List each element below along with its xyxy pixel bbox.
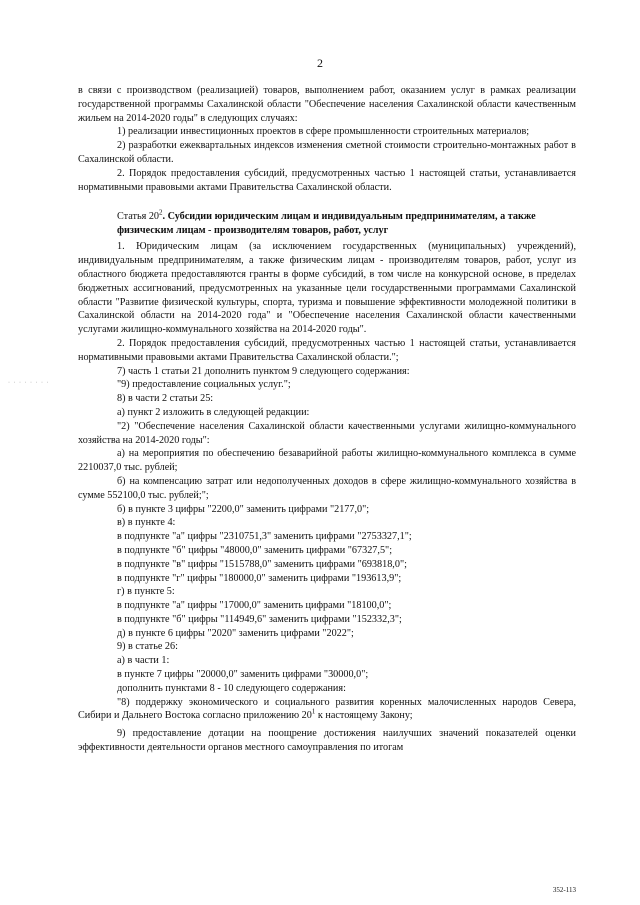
footer-code: 352-113 <box>552 886 576 894</box>
paragraph: 2) разработки ежеквартальных индексов изменения сметной стоимости строительно-монтажных работ в Сахалинской области. <box>78 140 576 165</box>
text-block-1 <box>78 84 576 194</box>
item8-superscript: 1 <box>311 708 316 717</box>
paragraph: "9) предоставление социальных услуг."; <box>117 379 291 391</box>
paragraph: дополнить пунктами 8 - 10 следующего содержания: <box>117 682 346 694</box>
paragraph: в подпункте "б" цифры "114949,6" заменить цифрами "152332,3"; <box>117 613 402 625</box>
paragraph: в) в пункте 4: <box>117 517 176 529</box>
paragraph: 2. Порядок предоставления субсидий, предусмотренных частью 1 настоящей статьи, устанавливается нормативными правовыми актами Правительства Сахалинской области. <box>78 167 576 193</box>
paragraph: 8) в части 2 статьи 25: <box>117 393 214 405</box>
paragraph: 1) реализации инвестиционных проектов в сфере промышленности строительных материалов; <box>117 126 530 138</box>
paragraph: в пункте 7 цифры "20000,0" заменить цифрами "30000,0"; <box>117 669 369 681</box>
paragraph: а) на мероприятия по обеспечению безаварийной работы жилищно-коммунального комплекса в сумме 2210037,0 тыс. рублей; <box>78 448 576 474</box>
article-superscript: 2 <box>159 208 163 217</box>
paragraph: б) в пункте 3 цифры "2200,0" заменить цифрами "2177,0"; <box>117 503 370 515</box>
paragraph: г) в пункте 5: <box>117 586 175 598</box>
margin-scan-mark: · · · · · · · · <box>8 380 50 386</box>
paragraph: в подпункте "б" цифры "48000,0" заменить цифрами "67327,5"; <box>117 544 393 556</box>
paragraph: б) на компенсацию затрат или недополученных доходов в сфере жилищно-коммунального хозяйства в сумме 552100,0 тыс. рублей;"; <box>78 475 576 501</box>
article-title: . Субсидии юридическим лицам и индивидуальным предпринимателям, а также физическим лицам - производителям товаров, работ, услуг <box>117 211 536 237</box>
paragraph: в подпункте "а" цифры "2310751,3" заменить цифрами "2753327,1"; <box>117 531 412 543</box>
document-body <box>78 84 576 755</box>
paragraph: 9) в статье 26: <box>117 641 178 653</box>
paragraph: в подпункте "а" цифры "17000,0" заменить цифрами "18100,0"; <box>117 600 392 612</box>
article-heading <box>78 210 576 238</box>
paragraph: д) в пункте 6 цифры "2020" заменить цифрами "2022"; <box>117 627 354 639</box>
paragraph-item-9: 9) предоставление дотации на поощрение достижения наилучших значений показателей оценки эффективности деятельности органов местного самоуправления по итогам <box>78 728 576 754</box>
article-prefix: Статья 20 <box>117 211 160 223</box>
page-number: 2 <box>317 56 323 70</box>
text-block-2 <box>78 240 576 695</box>
paragraph: а) в части 1: <box>117 655 170 667</box>
paragraph: "2) "Обеспечение населения Сахалинской области качественными услугами жилищно-коммунального хозяйства на 2014-2020 годы": <box>78 420 576 446</box>
paragraph: в подпункте "г" цифры "180000,0" заменить цифрами "193613,9"; <box>117 572 402 584</box>
paragraph-item-8 <box>78 696 576 724</box>
item8-text: "8) поддержку экономического и социального развития коренных малочисленных народов Севера, Сибири и Дальнего Востока согласно приложению 20 <box>78 696 576 722</box>
item8-text-end: к настоящему Закону; <box>315 710 413 722</box>
paragraph: 7) часть 1 статьи 21 дополнить пунктом 9 следующего содержания: <box>117 365 410 377</box>
paragraph: а) пункт 2 изложить в следующей редакции: <box>117 406 310 418</box>
paragraph: 2. Порядок предоставления субсидий, предусмотренных частью 1 настоящей статьи, устанавливается нормативными правовыми актами Правительства Сахалинской области."; <box>78 337 576 363</box>
paragraph: 1. Юридическим лицам (за исключением государственных (муниципальных) учреждений), индивидуальным предпринимателям, а также физическим лицам - производителям товаров, работ, услуг из областного бюджета предоставляются гранты в форме субсидий, в том числе на конкурсной основе, в пределах бюджетных ассигнований, предусмотренных на указанные цели государственными программами Сахалинской области "Развитие физической культуры, спорта, туризма и повышение эффективности молодежной политики в Сахалинской области на 2014-2020 года" и "Обеспечение населения Сахалинской области качественными услугами жилищно-коммунального хозяйства на 2014-2020 годы". <box>78 241 576 336</box>
paragraph: в подпункте "в" цифры "1515788,0" заменить цифрами "693818,0"; <box>117 558 407 570</box>
paragraph: в связи с производством (реализацией) товаров, выполнением работ, оказанием услуг в рамках реализации государственной программы Сахалинской области "Обеспечение населения Сахалинской области качественным жильем на 2014-2020 годы" в следующих случаях: <box>78 85 576 124</box>
